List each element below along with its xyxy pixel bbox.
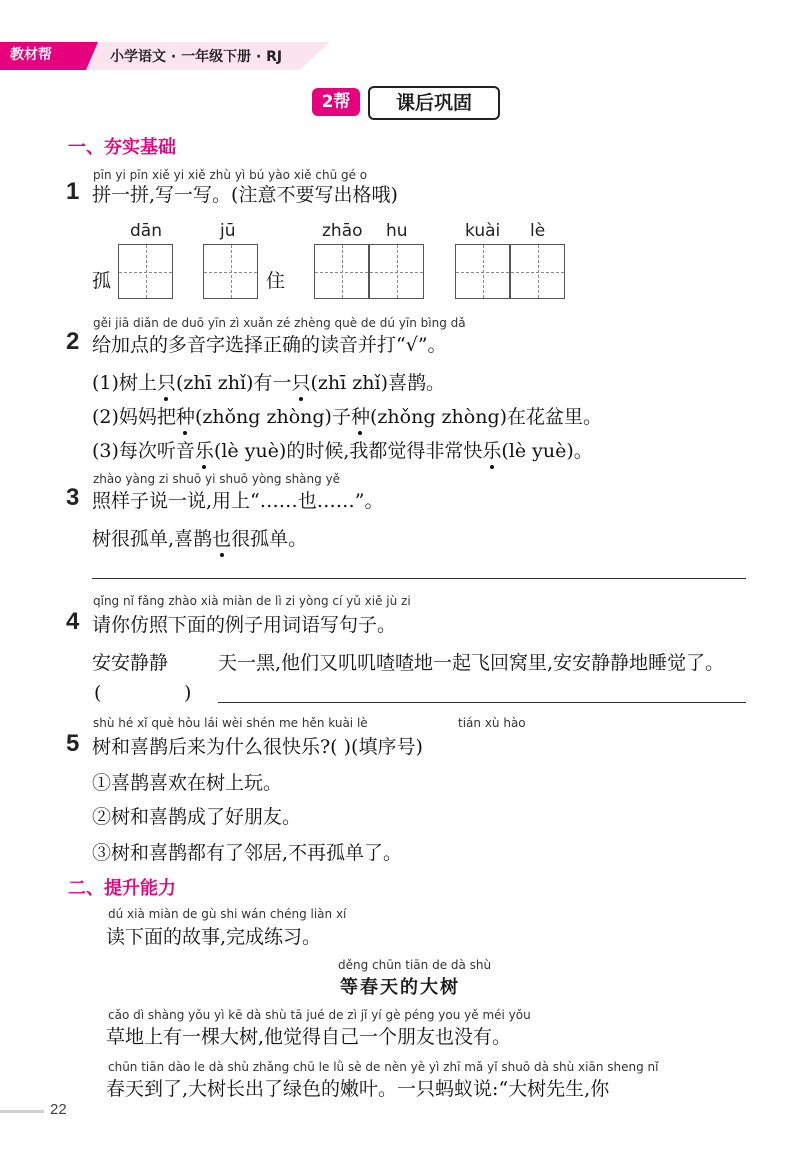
- q3-example-text: 很孤单。: [231, 528, 308, 550]
- story-line2-pinyin: chūn tiān dào le dà shù zhǎng chū le lǜ sè de nèn yè yì zhī mǎ yǐ shuō dà shù xiān sheng nǐ: [108, 1060, 659, 1074]
- dotted-char: 种: [176, 402, 195, 429]
- q2-item-2[interactable]: [92, 402, 602, 429]
- q1-pinyin-kuai: kuài: [465, 221, 501, 241]
- q2-number: 2: [66, 328, 80, 355]
- story-title-pinyin: děng chūn tiān de dà shù: [338, 958, 492, 972]
- q3-example: [92, 524, 307, 551]
- q3-text: 照样子说一说,用上“……也……”。: [92, 490, 384, 512]
- q5-text: 树和喜鹊后来为什么很快乐?( )(填序号): [92, 736, 423, 758]
- q1-char-zhu: 住: [266, 270, 286, 292]
- q1-char-gu: 孤: [92, 270, 112, 292]
- q2-pinyin: gěi jiā diǎn de duō yīn zì xuǎn zé zhèng què de dú yīn bìng dǎ: [93, 316, 466, 330]
- story-line1: 草地上有一棵大树,他觉得自己一个朋友也没有。: [106, 1026, 512, 1048]
- q2-item-text: (3)每次听音: [92, 440, 195, 462]
- q4-example-word: 安安静静: [92, 652, 169, 674]
- dotted-char: 乐: [195, 436, 214, 463]
- writing-grid-4[interactable]: [369, 244, 424, 299]
- q1-number: 1: [66, 178, 80, 205]
- story-line2: 春天到了,大树长出了绿色的嫩叶。一只蚂蚁说:“大树先生,你: [106, 1078, 610, 1100]
- dotted-char: 只: [157, 368, 176, 395]
- banner-title: 课后巩固: [368, 86, 500, 120]
- dotted-char: 只: [291, 368, 310, 395]
- q2-item-1[interactable]: [92, 368, 445, 395]
- footer-rule: [0, 1110, 44, 1113]
- header-brand: 教材帮: [10, 47, 52, 63]
- dotted-char: 乐: [482, 436, 501, 463]
- q2-item-text: (lè yuè)。: [501, 440, 593, 462]
- page-number: 22: [50, 1101, 67, 1118]
- q2-item-text: (2)妈妈把: [92, 406, 176, 428]
- story-line1-pinyin: cǎo dì shàng yǒu yì kē dà shù tā jué de zì jǐ yí gè péng you yě méi yǒu: [108, 1008, 531, 1022]
- dotted-char: 也: [212, 524, 231, 551]
- q5-option-2: ②树和喜鹊成了好朋友。: [92, 806, 302, 828]
- q3-pinyin: zhào yàng zi shuō yi shuō yòng shàng yě: [93, 472, 341, 486]
- q1-pinyin-zhao: zhāo: [322, 221, 363, 241]
- writing-grid-1[interactable]: [118, 244, 173, 299]
- q3-example-text: 树很孤单,喜鹊: [92, 528, 213, 550]
- q4-pinyin: qǐng nǐ fǎng zhào xià miàn de lì zi yòng cí yǔ xiě jù zi: [93, 594, 411, 608]
- header-subject: 小学语文 · 一年级下册 · RJ: [110, 49, 283, 65]
- writing-grid-6[interactable]: [510, 244, 565, 299]
- q1-pinyin: pīn yi pīn xiě yi xiě zhù yì bú yào xiě chū gé o: [93, 168, 368, 182]
- writing-grid-5[interactable]: [455, 244, 510, 299]
- q1-pinyin-dan: dān: [130, 221, 162, 241]
- q2-item-text: (zhī zhǐ)喜鹊。: [310, 372, 445, 394]
- q4-answer-line[interactable]: [218, 702, 746, 703]
- section2-title: 二、提升能力: [68, 878, 176, 899]
- q2-item-text: (zhī zhǐ)有一: [175, 372, 292, 394]
- q4-blank-close: ): [184, 682, 192, 704]
- q5-option-3: ③树和喜鹊都有了邻居,不再孤单了。: [92, 842, 403, 864]
- q4-number: 4: [66, 608, 80, 635]
- q4-example-sentence: 天一黑,他们又叽叽喳喳地一起飞回窝里,安安静静地睡觉了。: [218, 652, 725, 674]
- q4-blank-open: (: [94, 682, 102, 704]
- q2-item-3[interactable]: [92, 436, 593, 463]
- q3-answer-line[interactable]: [92, 578, 746, 579]
- story-title: 等春天的大树: [340, 977, 460, 998]
- dotted-char: 种: [351, 402, 370, 429]
- section1-title: 一、夯实基础: [68, 137, 176, 158]
- q1-pinyin-hu: hu: [386, 221, 408, 241]
- reading-instruction: 读下面的故事,完成练习。: [106, 926, 322, 948]
- q5-number: 5: [66, 730, 80, 757]
- q2-text: 给加点的多音字选择正确的读音并打“√”。: [92, 334, 447, 356]
- q2-item-text: (zhǒng zhòng)子: [194, 406, 351, 428]
- banner-badge: 2帮: [312, 88, 360, 116]
- writing-grid-2[interactable]: [203, 244, 258, 299]
- q1-text: 拼一拼,写一写。(注意不要写出格哦): [92, 184, 398, 206]
- q1-pinyin-ju: jū: [220, 221, 236, 241]
- q2-item-text: (zhǒng zhòng)在花盆里。: [370, 406, 603, 428]
- q5-option-1: ①喜鹊喜欢在树上玩。: [92, 772, 283, 794]
- q1-pinyin-le: lè: [530, 221, 546, 241]
- q2-item-text: (1)树上: [92, 372, 157, 394]
- q3-number: 3: [66, 484, 80, 511]
- reading-instruction-pinyin: dú xià miàn de gù shi wán chéng liàn xí: [108, 907, 347, 921]
- q5-pinyin-2: tián xù hào: [458, 716, 526, 730]
- q4-text: 请你仿照下面的例子用词语写句子。: [92, 614, 397, 636]
- q2-item-text: (lè yuè)的时候,我都觉得非常快: [213, 440, 483, 462]
- writing-grid-3[interactable]: [314, 244, 369, 299]
- q5-pinyin: shù hé xǐ què hòu lái wèi shén me hěn kuài lè: [93, 716, 368, 730]
